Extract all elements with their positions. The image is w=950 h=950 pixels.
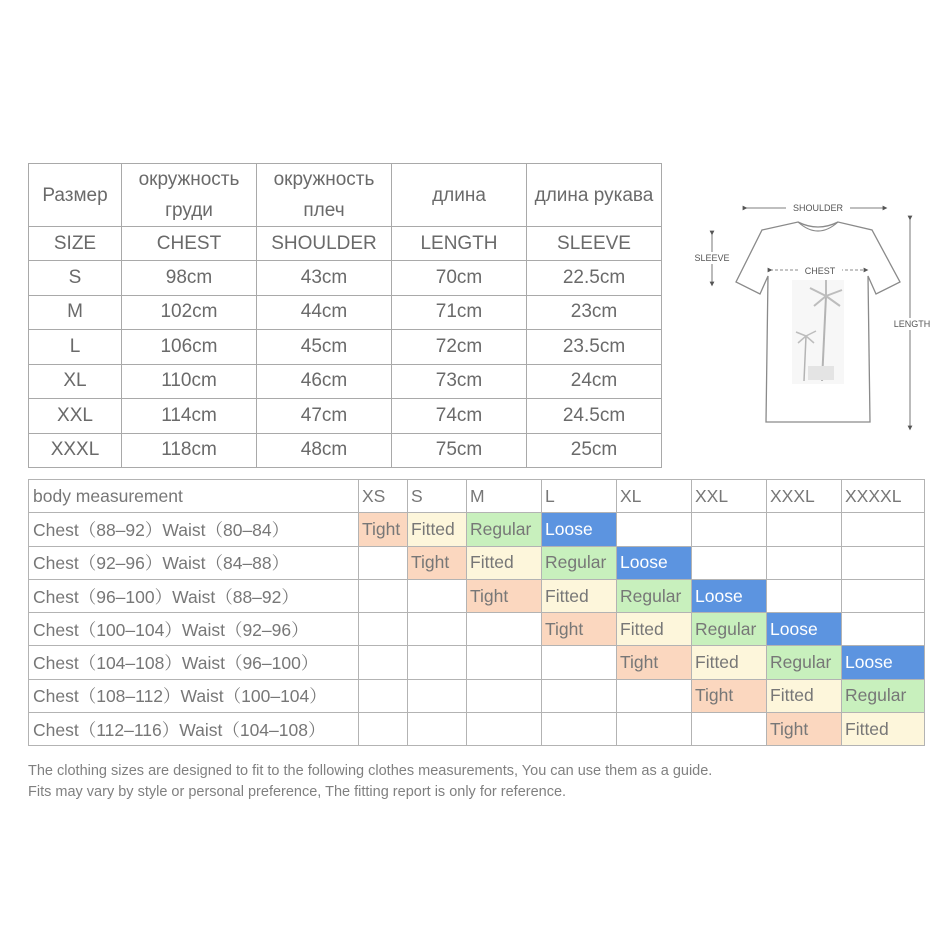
fit-cell-empty — [842, 579, 925, 612]
fit-row-label: Chest（92–96）Waist（84–88） — [29, 546, 359, 579]
size-cell-size: XXXL — [29, 433, 122, 468]
size-cell-shoulder: 44cm — [257, 295, 392, 330]
size-row — [29, 364, 662, 399]
fit-cell-empty — [359, 546, 408, 579]
size-cell-size: XL — [29, 364, 122, 399]
fit-cell-empty — [467, 713, 542, 746]
fit-note — [28, 761, 908, 803]
fit-header-size: M — [467, 480, 542, 513]
size-cell-sleeve: 23cm — [527, 295, 662, 330]
fit-row — [29, 513, 925, 546]
fit-cell-empty — [467, 646, 542, 679]
fit-cell-empty — [767, 579, 842, 612]
fit-cell-fitted: Fitted — [467, 546, 542, 579]
fit-cell-loose: Loose — [842, 646, 925, 679]
fit-cell-empty — [842, 613, 925, 646]
header-chest-en: CHEST — [122, 227, 257, 261]
fit-cell-empty — [617, 679, 692, 712]
fit-cell-tight: Tight — [767, 713, 842, 746]
fit-header-size: XXXL — [767, 480, 842, 513]
fit-cell-empty — [842, 546, 925, 579]
fit-cell-regular: Regular — [617, 579, 692, 612]
fit-cell-regular: Regular — [692, 613, 767, 646]
fit-cell-empty — [542, 713, 617, 746]
fit-cell-empty — [359, 646, 408, 679]
size-row — [29, 433, 662, 468]
fit-cell-tight: Tight — [542, 613, 617, 646]
fit-cell-regular: Regular — [542, 546, 617, 579]
size-cell-length: 70cm — [392, 261, 527, 296]
size-cell-size: XXL — [29, 399, 122, 434]
length-label: LENGTH — [893, 319, 931, 329]
size-cell-shoulder: 48cm — [257, 433, 392, 468]
size-cell-shoulder: 43cm — [257, 261, 392, 296]
size-cell-chest: 102cm — [122, 295, 257, 330]
size-cell-length: 71cm — [392, 295, 527, 330]
size-cell-sleeve: 24.5cm — [527, 399, 662, 434]
header-shoulder-ru: окружность плеч — [257, 164, 392, 227]
fit-row — [29, 613, 925, 646]
fit-header-size: XS — [359, 480, 408, 513]
fit-cell-tight: Tight — [467, 579, 542, 612]
fit-cell-empty — [359, 679, 408, 712]
fit-cell-empty — [408, 646, 467, 679]
size-row — [29, 399, 662, 434]
fit-cell-empty — [542, 646, 617, 679]
fit-cell-regular: Regular — [842, 679, 925, 712]
size-cell-shoulder: 45cm — [257, 330, 392, 365]
fit-cell-empty — [542, 679, 617, 712]
size-cell-size: M — [29, 295, 122, 330]
fit-table — [28, 479, 925, 746]
fit-cell-loose: Loose — [542, 513, 617, 546]
fit-cell-empty — [692, 513, 767, 546]
fit-cell-empty — [842, 513, 925, 546]
size-cell-sleeve: 22.5cm — [527, 261, 662, 296]
fit-row-label: Chest（100–104）Waist（92–96） — [29, 613, 359, 646]
header-length-en: LENGTH — [392, 227, 527, 261]
fit-cell-empty — [692, 713, 767, 746]
fit-cell-empty — [359, 613, 408, 646]
fit-cell-tight: Tight — [617, 646, 692, 679]
size-cell-sleeve: 25cm — [527, 433, 662, 468]
header-size-en: SIZE — [29, 227, 122, 261]
fit-cell-empty — [467, 679, 542, 712]
note-line-2: Fits may vary by style or personal preference, The fitting report is only for reference. — [28, 784, 567, 800]
chest-label: CHEST — [804, 266, 836, 276]
header-shoulder-en: SHOULDER — [257, 227, 392, 261]
note-line-1: The clothing sizes are designed to fit to the following clothes measurements, You can use them as a guide. — [28, 763, 713, 779]
fit-row-label: Chest（108–112）Waist（100–104） — [29, 679, 359, 712]
size-table-header-en — [29, 227, 662, 261]
fit-cell-tight: Tight — [408, 546, 467, 579]
fit-table-header — [29, 480, 925, 513]
fit-row-label: Chest（88–92）Waist（80–84） — [29, 513, 359, 546]
fit-cell-fitted: Fitted — [408, 513, 467, 546]
size-cell-chest: 114cm — [122, 399, 257, 434]
size-cell-length: 73cm — [392, 364, 527, 399]
fit-cell-empty — [767, 546, 842, 579]
fit-row-label: Chest（112–116）Waist（104–108） — [29, 713, 359, 746]
fit-cell-empty — [359, 579, 408, 612]
fit-header-label: body measurement — [29, 480, 359, 513]
fit-cell-loose: Loose — [767, 613, 842, 646]
fit-cell-loose: Loose — [692, 579, 767, 612]
fit-cell-fitted: Fitted — [692, 646, 767, 679]
fit-row-label: Chest（96–100）Waist（88–92） — [29, 579, 359, 612]
fit-cell-regular: Regular — [467, 513, 542, 546]
fit-header-size: S — [408, 480, 467, 513]
fit-header-size: XXXXL — [842, 480, 925, 513]
fit-cell-loose: Loose — [617, 546, 692, 579]
header-size-ru: Размер — [29, 164, 122, 227]
fit-row — [29, 546, 925, 579]
fit-cell-empty — [692, 546, 767, 579]
size-cell-chest: 98cm — [122, 261, 257, 296]
fit-row — [29, 679, 925, 712]
size-cell-sleeve: 23.5cm — [527, 330, 662, 365]
fit-cell-empty — [617, 513, 692, 546]
fit-cell-fitted: Fitted — [767, 679, 842, 712]
size-cell-length: 75cm — [392, 433, 527, 468]
header-sleeve-en: SLEEVE — [527, 227, 662, 261]
palm-print — [792, 280, 844, 384]
fit-header-size: XXL — [692, 480, 767, 513]
size-cell-sleeve: 24cm — [527, 364, 662, 399]
fit-cell-empty — [408, 579, 467, 612]
header-length-ru: длина — [392, 164, 527, 227]
size-table-header-ru — [29, 164, 662, 227]
size-cell-shoulder: 47cm — [257, 399, 392, 434]
sleeve-label: SLEEVE — [694, 253, 730, 263]
size-cell-shoulder: 46cm — [257, 364, 392, 399]
header-chest-ru: окружность груди — [122, 164, 257, 227]
size-row — [29, 261, 662, 296]
fit-cell-tight: Tight — [359, 513, 408, 546]
fit-header-size: L — [542, 480, 617, 513]
size-table — [28, 163, 662, 468]
fit-cell-empty — [617, 713, 692, 746]
size-cell-chest: 118cm — [122, 433, 257, 468]
tshirt-diagram — [690, 196, 940, 436]
fit-cell-empty — [467, 613, 542, 646]
header-sleeve-ru: длина рукава — [527, 164, 662, 227]
fit-cell-tight: Tight — [692, 679, 767, 712]
size-cell-chest: 110cm — [122, 364, 257, 399]
fit-row — [29, 713, 925, 746]
size-cell-size: L — [29, 330, 122, 365]
size-row — [29, 330, 662, 365]
fit-cell-regular: Regular — [767, 646, 842, 679]
size-cell-chest: 106cm — [122, 330, 257, 365]
fit-cell-empty — [408, 679, 467, 712]
fit-cell-fitted: Fitted — [842, 713, 925, 746]
fit-header-size: XL — [617, 480, 692, 513]
fit-cell-empty — [359, 713, 408, 746]
shoulder-label: SHOULDER — [792, 203, 844, 213]
fit-row — [29, 646, 925, 679]
size-cell-size: S — [29, 261, 122, 296]
size-row — [29, 295, 662, 330]
fit-cell-empty — [767, 513, 842, 546]
fit-cell-empty — [408, 713, 467, 746]
fit-row-label: Chest（104–108）Waist（96–100） — [29, 646, 359, 679]
size-cell-length: 72cm — [392, 330, 527, 365]
size-cell-length: 74cm — [392, 399, 527, 434]
fit-row — [29, 579, 925, 612]
fit-cell-fitted: Fitted — [617, 613, 692, 646]
fit-cell-empty — [408, 613, 467, 646]
fit-cell-fitted: Fitted — [542, 579, 617, 612]
